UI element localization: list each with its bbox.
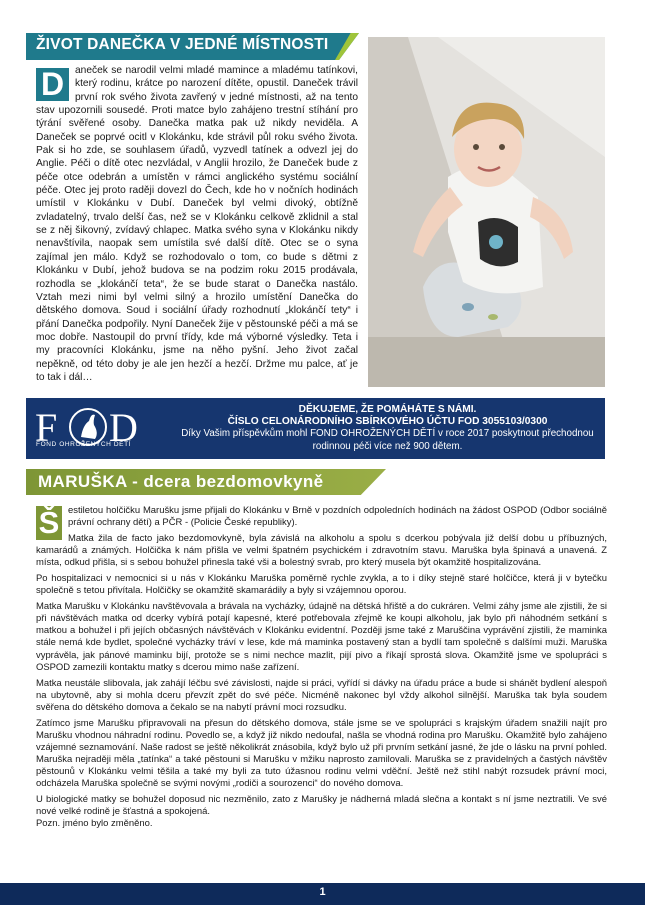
page-number: 1 <box>319 886 326 898</box>
article1-title: ŽIVOT DANEČKA V JEDNÉ MÍSTNOSTI <box>36 36 329 53</box>
article1-body <box>36 64 358 384</box>
article2-title: MARUŠKA - dcera bezdomovkyně <box>38 472 324 491</box>
article2-paragraph-1 <box>36 505 607 540</box>
article2-paragraph-2: Matka žila de facto jako bezdomovkyně, byla závislá na alkoholu a spolu s dcerkou pobývala již delší dobu u příbuzných, kamarádů a známých. Holčička k nám přišla ve velmi špatném psychickém i zdravotním stavu. Maruška byla špinavá a unavená. Z místa, odkud přišla, si s sebou bohužel přinesla také vši a bolestný svrab, pro který musela být okamžitě hospitalizována. <box>36 533 607 569</box>
article2-p1-text: estiletou holčičku Marušku jsme přijali do Klokánku v Brně v pozdních odpoledních hodinách na žádost OSPOD (Odbor sociálně právní ochrany dětí) a PČR - (Policie České republiky). <box>68 505 607 529</box>
article1-text: aneček se narodil velmi mladé mamince a mladému tatínkovi, který rodinu, krátce po narození dítěte, opustil. Daneček trávil první rok svého života zavřený v jedné místnosti, až na tento stav upozornili sousedé. Proti matce bylo zahájeno trestní stíhání pro týrání svěřené osoby. Danečka matka pak už nikdy neviděla. A Daneček se poprvé ocitl v Klokánku, kde strávil půl roku svého života. Pak si ho zde, se souhlasem úřadů, vyzvedl tatínek a odvezl jej do Anglie. Péči o dítě otec nezvládal, v Anglii hrozilo, že Daneček bude z péče otce odebrán a umístěn v rámci anglického systému sociální péče. Otec jej proto raději dovezl do Čech, kde ho v nočních hodinách umístil v Klokánku v Dubí. Daneček byl velmi divoký, obtížně zvladatelný, trvalo delší čas, než se v Klokánku celkově zklidnil a stal se z něj šikovný, zvídavý chlapec. Matka svého syna v Klokánku nikdy nenavštívila, naopak sem umístila své další dítě. Otec se o syna zajímal jen málo. Když se rozhodovalo o tom, co bude s dětmi z Klokánku v Dubí, jehož budova se na podzim roku 2015 prodávala, rozhodla se „klokánčí teta“, že se bude starat o Danečka nastálo. Vztah mezi nimi byl velmi silný a hrozilo umístění Danečka do dětského domova. Soud i sociální úřady rozhodnutí „klokánčí tety“ i přání Danečka podpořily. Nyní Daneček žije v pěstounské péči a má se moc dobře. Nastoupil do první třídy, kde má výborné výsledky. Teta i my pracovníci Klokánku, jsme na něho pyšní. Jeho život začal nepěkně, od této doby je ale jen hezčí a hezčí. Držme mu palce, ať je to tak i dál… <box>36 65 358 383</box>
article1-dropcap: D <box>36 68 69 101</box>
banner-thanks: DĚKUJEME, ŽE POMÁHÁTE S NÁMI. <box>298 404 477 415</box>
banner-note: Díky Vašim příspěvkům mohl FOND OHROŽENÝCH DĚTÍ v roce 2017 poskytnout přechodnou rodinnou péči více než 900 dětem. <box>181 428 594 452</box>
article2-paragraph-6: Zatímco jsme Marušku připravovali na přesun do dětského domova, stále jsme se ve spolupráci s krajským úřadem snažili najít pro Marušku vhodnou náhradní rodinu. Povedlo se, a když již nikdo nedoufal, našla se vhodná rodina pro Marušku. Okamžitě bylo zahájeno vzájemné seznamování. Naše radost se ještě několikrát znásobila, když bylo už při prvním setkání jasné, že jde o lásku na první pohled. Maruška nejraději měla „tatínka“ a také pěstouni si Marušku v mžiku naprosto zamilovali. Maruška se z pravidelných a častých návštěv pěstounů v Klokánku velmi těšila a také my byli za tuto úžasnou rodinu velmi vděční. Ještě než stihl nabýt rozsudek právní moci, odcházela Maruška společně se svými novými „rodiči a sourozenci“ do nového domova. <box>36 717 607 789</box>
article2-note: Pozn. jméno bylo změněno. <box>36 818 153 830</box>
article2-paragraph-5: Matka neustále slibovala, jak zahájí léčbu své závislosti, najde si práci, vyřídí si dávky na úřadu práce a bude si shánět bydlení alespoň na ubytovně, aby si mohla dceru převzít zpět do své péče. Nicméně nakonec byl vždy alkohol silnější. Maruška tak byla soudem svěřena do dětského domova a čekalo se na nabytí právní moci rozsudku. <box>36 677 607 713</box>
article2-paragraph-4: Matka Marušku v Klokánku navštěvovala a brávala na vycházky, údajně na dětská hřiště a do cukráren. Velmi záhy jsme ale zjistili, že si při návštěvách matka od dcerky vybírá potají kapesné, které potřebovala zřejmě ke koupi alkoholu, jak bylo při náhodném setkání s matkou a bohužel i při jejích občasných návštěvách v Klokánku evidentní. Později jsme také z Maruščina vyprávění zjistili, že maminka stále nemá kde bydlet, společné vycházky tráví v lese, kde má maminka postavený stan a bydlí tam společně s dalšími muži. Maruška vyprávěla, jak pánové maminku bijí, protože se s nimi nechce mazlit, pijí pivo a říkají sprostá slova. Okamžitě jsme ve spolupráci s OSPOD zamezili kontaktu matky s dcerou mimo naše zařízení. <box>36 601 607 673</box>
article2-paragraph-3: Po hospitalizaci v nemocnici si u nás v Klokánku Maruška poměrně rychle zvykla, a to i díky stejně staré holčičce, která ji v bytečku společně s tetou přivítala. Holčičky se okamžitě skamarádily a byly si vzájemnou oporou. <box>36 573 607 597</box>
banner-text <box>175 404 600 453</box>
article2-paragraph-7: U biologické matky se bohužel doposud nic nezměnilo, zato z Marušky je nádherná mladá slečna a kontakt s ní jsme neztratili. Ve své nové velké rodině je šťastná a spokojená. <box>36 794 607 818</box>
svg-text:D: D <box>109 405 138 450</box>
fod-logo-caption: FOND OHROŽENÝCH DĚTÍ <box>36 441 132 448</box>
title-bar-accent-stripe <box>335 33 361 60</box>
svg-text:F: F <box>35 405 58 450</box>
banner-account: ČÍSLO CELONÁRODNÍHO SBÍRKOVÉHO ÚČTU FOD 3055103/0300 <box>227 416 548 428</box>
photo-boy-on-slide <box>368 37 605 387</box>
photo-illustration <box>368 37 605 387</box>
article2-dropcap: Š <box>36 506 62 540</box>
article2-body <box>36 505 607 834</box>
